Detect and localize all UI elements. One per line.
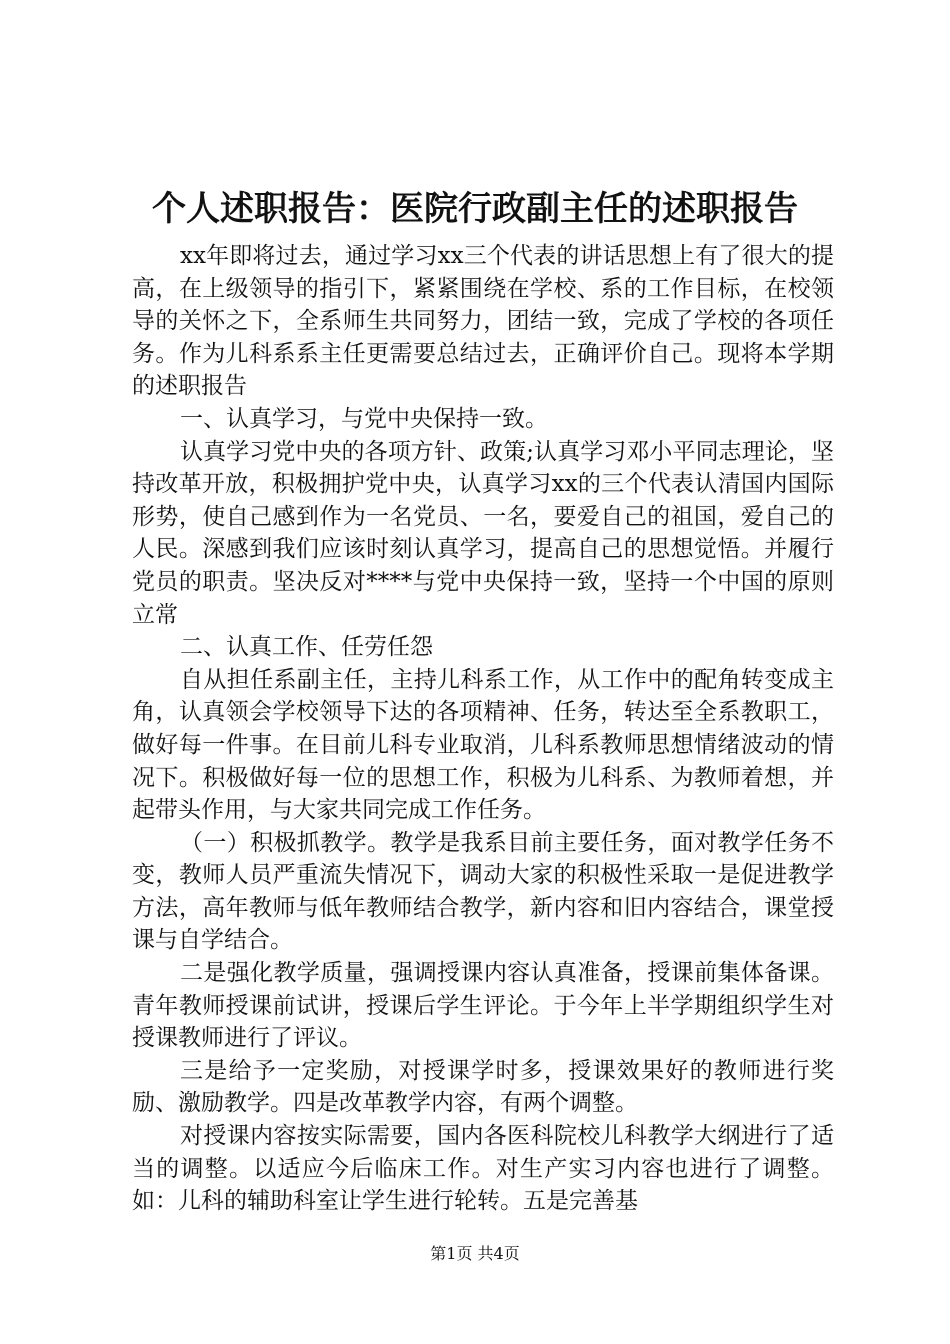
- paragraph-study: 认真学习党中央的各项方针、政策;认真学习邓小平同志理论，坚持改革开放，积极拥护党中央，认真学习xx的三个代表认清国内国际形势，使自己感到作为一名党员、一名，要爱自己的祖国，爱自己的人民。深感到我们应该时刻认真学习，提高自己的思想觉悟。并履行党员的职责。坚决反对****与党中央保持一致，坚持一个中国的原则立常: [132, 438, 834, 628]
- paragraph-intro: xx年即将过去，通过学习xx三个代表的讲话思想上有了很大的提高，在上级领导的指引下，紧紧围绕在学校、系的工作目标，在校领导的关怀之下，全系师生共同努力，团结一致，完成了学校的各项任务。作为儿科系系主任更需要总结过去，正确评价自己。现将本学期的述职报告: [132, 243, 834, 400]
- paragraph-teaching-3: 三是给予一定奖励，对授课学时多，授课效果好的教师进行奖励、激励教学。四是改革教学内容，有两个调整。: [132, 1057, 834, 1117]
- paragraph-work: 自从担任系副主任，主持儿科系工作，从工作中的配角转变成主角，认真领会学校领导下达的各项精神、任务，转达至全系教职工，做好每一件事。在目前儿科专业取消，儿科系教师思想情绪波动的情况下。积极做好每一位的思想工作，积极为儿科系、为教师着想，并起带头作用，与大家共同完成工作任务。: [132, 666, 834, 824]
- document-body: [132, 240, 834, 1218]
- document-title: 个人述职报告：医院行政副主任的述职报告: [152, 189, 798, 229]
- paragraph-teaching-1: （一）积极抓教学。教学是我系目前主要任务，面对教学任务不变，教师人员严重流失情况下，调动大家的积极性采取一是促进教学方法，高年教师与低年教师结合教学，新内容和旧内容结合，课堂授课与自学结合。: [132, 829, 834, 954]
- page-footer: 第1页 共4页: [430, 1244, 520, 1263]
- paragraph-teaching-2: 二是强化教学质量，强调授课内容认真准备，授课前集体备课。青年教师授课前试讲，授课后学生评论。于今年上半学期组织学生对授课教师进行了评议。: [132, 960, 834, 1052]
- paragraph-teaching-4: 对授课内容按实际需要，国内各医科院校儿科教学大纲进行了适当的调整。以适应今后临床工作。对生产实习内容也进行了调整。如：儿科的辅助科室让学生进行轮转。五是完善基: [132, 1123, 834, 1215]
- section-heading-1: 一、认真学习，与党中央保持一致。: [180, 405, 548, 432]
- section-heading-2: 二、认真工作、任劳任怨: [180, 634, 433, 661]
